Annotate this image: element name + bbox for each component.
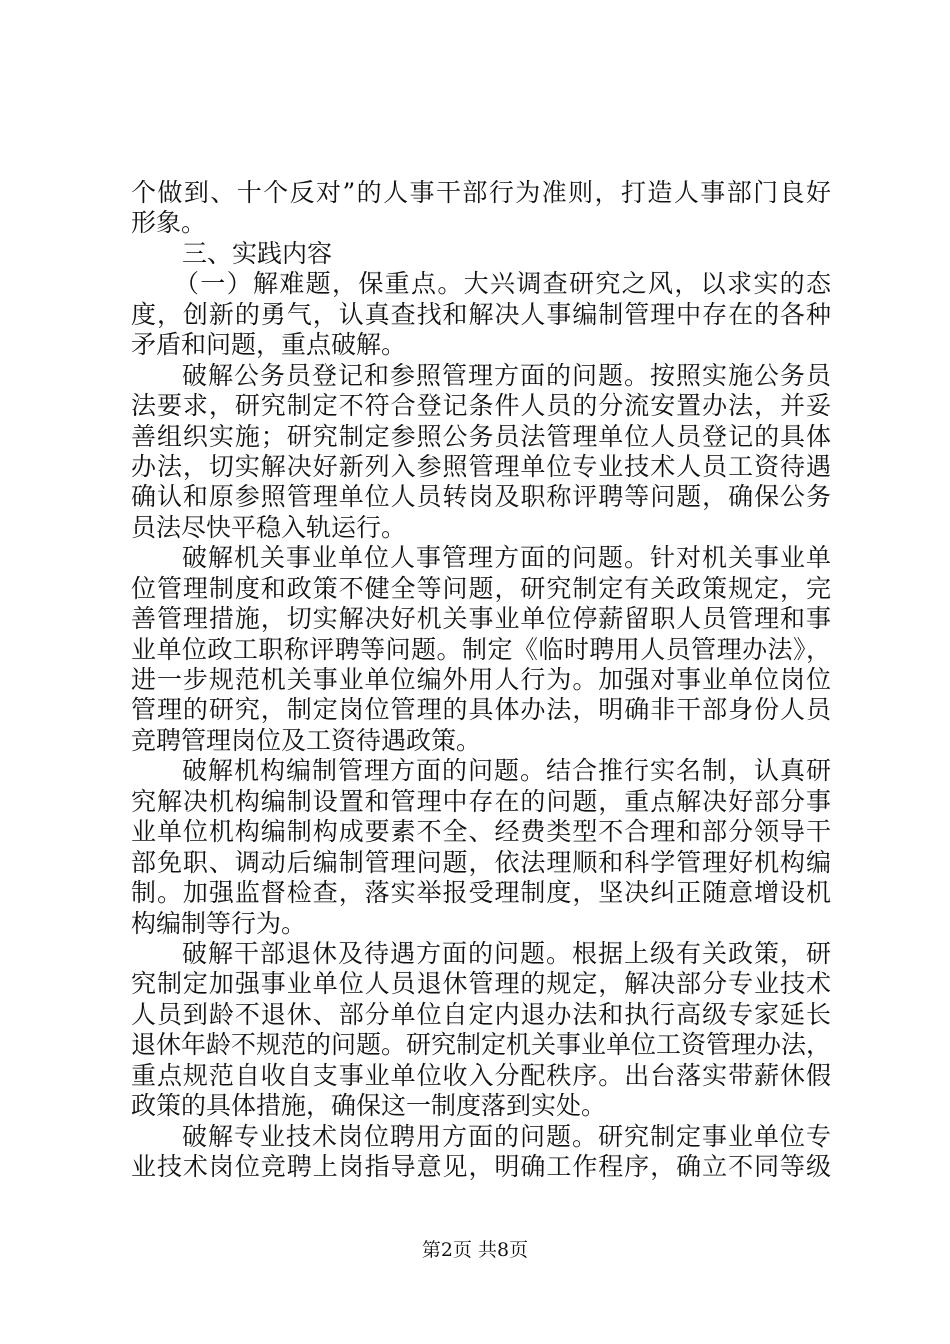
text-line: 办法，切实解决好新列入参照管理单位专业技术人员工资待遇 bbox=[131, 452, 831, 481]
text-line: 业单位政工职称评聘等问题。制定《临时聘用人员管理办法》， bbox=[131, 635, 831, 664]
text-line: 政策的具体措施，确保这一制度落到实处。 bbox=[131, 1091, 607, 1120]
text-line: 构编制等行为。 bbox=[131, 909, 307, 938]
text-line: 业技术岗位竞聘上岗指导意见，明确工作程序，确立不同等级 bbox=[131, 1152, 831, 1181]
text-line: 法要求，研究制定不符合登记条件人员的分流安置办法，并妥 bbox=[131, 391, 831, 420]
text-line: 矛盾和问题，重点破解。 bbox=[131, 330, 407, 359]
text-line: 破解干部退休及待遇方面的问题。根据上级有关政策，研 bbox=[182, 939, 831, 968]
text-line: 位管理制度和政策不健全等问题，研究制定有关政策规定，完 bbox=[131, 574, 831, 603]
text-line: 制。加强监督检查，落实举报受理制度，坚决纠正随意增设机 bbox=[131, 878, 831, 907]
text-line: 善管理措施，切实解决好机关事业单位停薪留职人员管理和事 bbox=[131, 604, 831, 633]
text-line: 人员到龄不退休、部分单位自定内退办法和执行高级专家延长 bbox=[131, 1000, 831, 1029]
text-line: 确认和原参照管理单位人员转岗及职称评聘等问题，确保公务 bbox=[131, 482, 831, 511]
text-line: 形象。 bbox=[131, 208, 207, 237]
text-line: 破解公务员登记和参照管理方面的问题。按照实施公务员 bbox=[182, 361, 831, 390]
text-line: 破解机构编制管理方面的问题。结合推行实名制，认真研 bbox=[182, 756, 831, 785]
text-line: 员法尽快平稳入轨运行。 bbox=[131, 513, 407, 542]
text-line: 进一步规范机关事业单位编外用人行为。加强对事业单位岗位 bbox=[131, 665, 831, 694]
text-line: 竞聘管理岗位及工资待遇政策。 bbox=[131, 726, 482, 755]
text-line: 退休年龄不规范的问题。研究制定机关事业单位工资管理办法， bbox=[131, 1030, 832, 1059]
text-line: 部免职、调动后编制管理问题，依法理顺和科学管理好机构编 bbox=[131, 848, 831, 877]
text-line: 度，创新的勇气，认真查找和解决人事编制管理中存在的各种 bbox=[131, 300, 831, 329]
text-line: 善组织实施；研究制定参照公务员法管理单位人员登记的具体 bbox=[131, 422, 831, 451]
text-line: 业单位机构编制构成要素不全、经费类型不合理和部分领导干 bbox=[131, 817, 831, 846]
text-line: 管理的研究，制定岗位管理的具体办法，明确非干部身份人员 bbox=[131, 695, 831, 724]
text-line: 究解决机构编制设置和管理中存在的问题，重点解决好部分事 bbox=[131, 787, 831, 816]
text-line: 究制定加强事业单位人员退休管理的规定，解决部分专业技术 bbox=[131, 969, 831, 998]
section-heading: 三、实践内容 bbox=[182, 239, 333, 268]
page-footer: 第2页 共8页 bbox=[421, 1239, 529, 1261]
text-line: 个做到、十个反对”的人事干部行为准则，打造人事部门良好 bbox=[131, 178, 831, 207]
text-line: 破解专业技术岗位聘用方面的问题。研究制定事业单位专 bbox=[182, 1122, 831, 1151]
text-line: （一）解难题，保重点。大兴调查研究之风，以求实的态 bbox=[174, 269, 831, 298]
text-line: 破解机关事业单位人事管理方面的问题。针对机关事业单 bbox=[182, 543, 831, 572]
text-line: 重点规范自收自支事业单位收入分配秩序。出台落实带薪休假 bbox=[131, 1061, 831, 1090]
